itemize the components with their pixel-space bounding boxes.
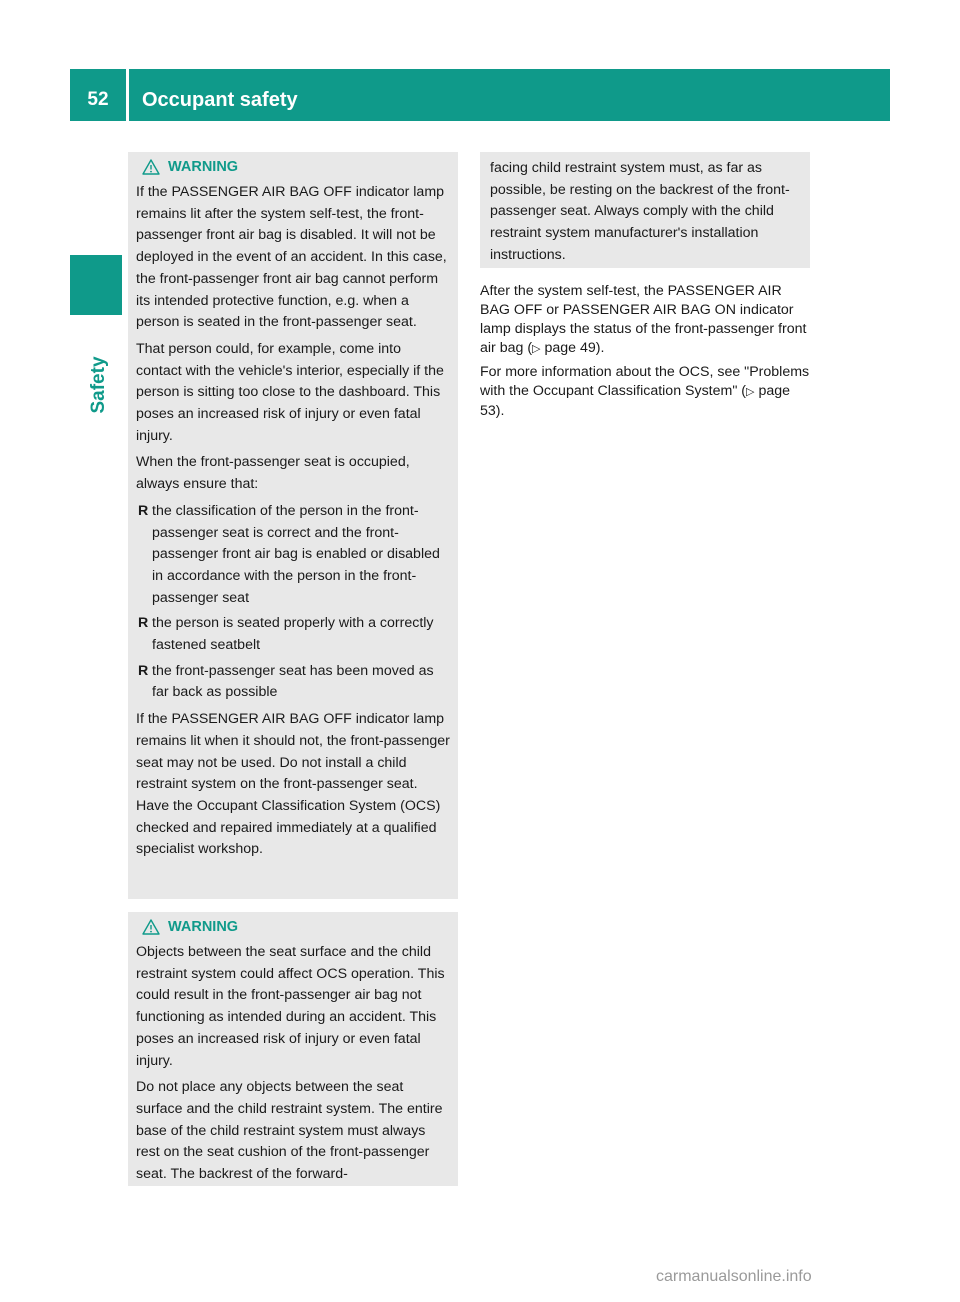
body-text-run: ). [495, 403, 505, 419]
body-paragraph [480, 282, 812, 359]
side-tab [70, 255, 122, 315]
warning-paragraph: When the front-passenger seat is occupied, always ensure that: [136, 454, 410, 493]
bullet-marker: R [138, 615, 149, 632]
warning-paragraph: facing child restraint system must, as far as possible, be resting on the backrest of the front-passenger seat. Always comply with the child restraint system manufacturer's installation instructions. [490, 160, 790, 263]
page-number: 52 [87, 89, 109, 110]
side-label: Safety [88, 356, 109, 414]
warning-box-1 [128, 152, 458, 899]
list-item-text: the front-passenger seat has been moved as far back as possible [152, 662, 434, 701]
section-title: Occupant safety [142, 89, 298, 111]
page-ref-arrow-icon: ▷ [532, 343, 541, 355]
list-item-text: the classification of the person in the front-passenger seat is correct and the front-passenger front air bag is enabled or disabled in accordance with the person in the front-passenger seat [152, 502, 440, 606]
bullet-marker: R [138, 502, 149, 519]
body-paragraph [480, 363, 812, 421]
page-reference-link[interactable]: page 49 [544, 340, 596, 356]
list-item [136, 501, 450, 610]
warning-header [136, 156, 450, 178]
warning-paragraph: Objects between the seat surface and the child restraint system could affect OCS operation. This could result in the front-passenger air bag not functioning as intended during an accident. This poses an increased risk of injury or even fatal injury. [136, 944, 445, 1069]
list-item [136, 613, 450, 656]
warning-paragraph: If the PASSENGER AIR BAG OFF indicator lamp remains lit when it should not, the front-passenger seat may not be used. Do not install a child restraint system on the front-passenger seat. Have the Occupant Classification System (OCS) checked and repaired immediately at a qualified specialist workshop. [136, 711, 450, 858]
body-text-run: After the system self-test, the PASSENGER AIR BAG OFF or PASSENGER AIR BAG ON indicator lamp displays the status of the front-passenger front air bag ( [480, 283, 807, 356]
warning-paragraph: That person could, for example, come into contact with the vehicle's interior, especially if the person is sitting too close to the dashboard. This poses an increased risk of injury or even fatal injury. [136, 340, 444, 444]
bullet-marker: R [138, 662, 149, 679]
list-item-text: the person is seated properly with a correctly fastened seatbelt [152, 615, 434, 654]
watermark: carmanualsonline.info [656, 1268, 812, 1285]
warning-header [136, 916, 450, 938]
body-text-run: ). [595, 340, 605, 356]
warning-triangle-icon [142, 159, 160, 175]
warning-box-2 [128, 912, 458, 1186]
warning-title: WARNING [168, 919, 239, 935]
warning-paragraph: Do not place any objects between the seat surface and the child restraint system. The entire base of the child restraint system must always rest on the seat cushion of the front-passenger seat. The backrest of the forward- [136, 1079, 443, 1183]
header-divider [126, 69, 129, 121]
warning-paragraph: If the PASSENGER AIR BAG OFF indicator lamp remains lit after the system self-test, the front-passenger front air bag is disabled. It will not be deployed in the event of an accident. In this case, the front-passenger front air bag cannot perform its intended protective function, e.g. when a person is seated in the front-passenger seat. [136, 184, 447, 331]
body-text [480, 282, 812, 425]
page-ref-arrow-icon: ▷ [746, 386, 755, 398]
page-reference-link[interactable]: page 53 [480, 383, 791, 419]
warning-continuation-box [480, 152, 810, 268]
warning-triangle-icon [142, 919, 160, 935]
body-text-run: For more information about the OCS, see "Problems with the Occupant Classification System" ( [480, 364, 810, 399]
bullet-list [136, 501, 450, 704]
warning-title: WARNING [168, 159, 239, 175]
list-item [136, 661, 450, 704]
